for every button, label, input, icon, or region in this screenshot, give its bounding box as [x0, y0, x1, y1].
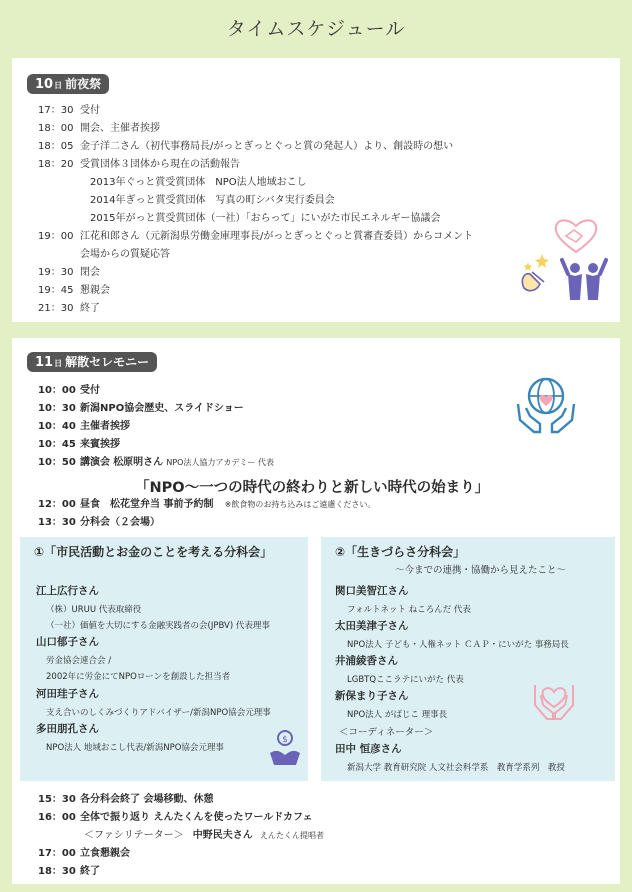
speaker-role: （株）URUU 代表取締役 [46, 605, 142, 615]
money-hands-icon [266, 729, 304, 769]
row-time: 10：50 [38, 457, 76, 468]
row-text: 閉会 [80, 267, 100, 278]
speaker-name: 関口美智江さん [335, 585, 409, 597]
row-time: 17：30 [38, 105, 74, 116]
lecture-speaker: 松原明さん [113, 457, 164, 468]
lunch-note: ※飲食物のお持ち込みはご遠慮ください。 [224, 500, 376, 509]
heart-hands-icon [529, 677, 579, 723]
row-time: 18：05 [38, 141, 74, 152]
day1-panel [12, 58, 620, 322]
row-time: 10：30 [38, 403, 76, 414]
row-text: 江花和郎さん（元新潟県労働金庫理事長/がっとぎっとぐっと賞審査委員）からコメント [80, 231, 474, 242]
breakout-box-money [20, 537, 308, 781]
speaker-role: （一社）価値を大切にする金融実践者の会(JPBV) 代表理事 [46, 621, 270, 631]
row-time: 19：30 [38, 267, 74, 278]
day2-badge [27, 352, 157, 372]
row-text: 新潟NPO協会歴史、スライドショー [80, 403, 244, 414]
speaker-role: フォルトネット ねころんだ 代表 [347, 605, 471, 615]
lunch-row [38, 498, 375, 512]
row-time: 18：20 [38, 159, 74, 170]
schedule-row [38, 420, 130, 434]
lunch-text: 昼食 松花堂弁当 事前予約制 [80, 499, 214, 510]
row-time: 15：30 [38, 794, 76, 805]
speaker-name: 太田美津子さん [335, 620, 409, 632]
schedule-row [38, 140, 453, 154]
schedule-row [38, 811, 312, 825]
facilitator-label: ＜ファシリテーター＞ [84, 830, 184, 841]
lecture-affiliation: NPO法人協力アカデミー 代表 [166, 458, 274, 467]
row-text: 主催者挨拶 [80, 421, 130, 432]
facilitator-name: 中野民夫さん [192, 830, 253, 841]
globe-hands-icon [512, 370, 580, 438]
schedule-subrow: 2014年ぎっと賞受賞団体 写真の町シバタ実行委員会 [90, 195, 335, 206]
schedule-row [38, 284, 110, 298]
speaker-name: 田中 恒彦さん [335, 743, 402, 755]
lecture-row [38, 456, 274, 470]
row-text: 来賓挨拶 [80, 439, 120, 450]
breakout-text: 分科会（２会場） [80, 517, 160, 528]
facilitator-role: えんたくん提唱者 [259, 831, 324, 840]
breakout-heading: ②「生きづらさ分科会」 [335, 545, 466, 559]
row-time: 10：00 [38, 385, 76, 396]
svg-text:$: $ [282, 735, 288, 745]
schedule-row [38, 847, 130, 861]
speaker-name: 河田珪子さん [36, 688, 99, 700]
facilitator-row [84, 829, 324, 843]
speaker-role: 2002年に労金にてNPOローンを創設した担当者 [46, 672, 231, 682]
speaker-name: 多田朋孔さん [36, 723, 99, 735]
day2-panel [12, 338, 620, 884]
day1-badge-day: 10 [35, 77, 54, 92]
day1-badge [27, 74, 109, 94]
page-title: タイムスケジュール [226, 18, 406, 40]
row-text: 金子洋二さん（初代事務局長/がっとぎっとぐっと賞の発起人）より、創設時の想い [80, 141, 454, 152]
schedule-row [38, 266, 100, 280]
day1-badge-suffix: 日 [54, 81, 63, 90]
clapping-hands-icon [516, 250, 558, 294]
schedule-row [38, 438, 120, 452]
schedule-row [38, 104, 100, 118]
schedule-row [38, 122, 160, 136]
row-time: 18：00 [38, 123, 74, 134]
schedule-row [38, 302, 100, 316]
day2-badge-day: 11 [35, 355, 54, 370]
row-time: 17：00 [38, 848, 76, 859]
speaker-role: LGBTQここラテにいがた 代表 [347, 675, 464, 685]
speaker-role: 労金協会連合会 / [46, 656, 112, 666]
schedule-row [38, 402, 244, 416]
breakout-subheading: ～今までの連携・協働から見えたこと～ [395, 565, 567, 576]
row-time: 18：30 [38, 866, 76, 877]
row-time: 12：00 [38, 499, 76, 510]
row-text: 受付 [80, 105, 100, 116]
day2-badge-suffix: 日 [54, 359, 63, 368]
schedule-row [38, 230, 473, 244]
row-time: 10：40 [38, 421, 76, 432]
row-time: 16：00 [38, 812, 76, 823]
handshake-heart-icon [552, 216, 600, 256]
breakout-box-hardship [321, 537, 615, 781]
lecture-title: 「NPO～一つの時代の終わりと新しい時代の始まり」 [135, 480, 490, 496]
speaker-role: 新潟大学 教育研究院 人文社会科学系 教育学系列 教授 [347, 763, 565, 773]
speaker-role: NPO法人 がばじこ 理事長 [347, 710, 448, 720]
people-cheering-icon [560, 256, 608, 302]
schedule-row [38, 865, 100, 879]
row-text: 受付 [80, 385, 100, 396]
schedule-subrow: 会場からの質疑応答 [80, 249, 170, 260]
row-time: 19：00 [38, 231, 74, 242]
row-text: 終了 [80, 866, 100, 877]
breakout-heading: ①「市民活動とお金のことを考える分科会」 [34, 545, 273, 559]
speaker-name: 井浦綾香さん [335, 655, 398, 667]
coordinator-label: ＜コーディネーター＞ [339, 727, 434, 738]
schedule-row [38, 158, 240, 172]
row-text: 全体で振り返り えんたくんを使ったワールドカフェ [80, 812, 313, 823]
schedule-subrow: 2013年ぐっと賞受賞団体 NPO法人地域おこし [90, 177, 307, 188]
speaker-name: 山口郁子さん [36, 636, 99, 648]
row-time: 13：30 [38, 517, 76, 528]
row-text: 立食懇親会 [80, 848, 130, 859]
row-time: 21：30 [38, 303, 74, 314]
speaker-name: 江上広行さん [36, 585, 99, 597]
row-text: 懇親会 [80, 285, 110, 296]
schedule-row [38, 793, 213, 807]
row-text: 受賞団体３団体から現在の活動報告 [80, 159, 240, 170]
schedule-subrow: 2015年がっと賞受賞団体（一社）「おらって」にいがた市民エネルギー協議会 [90, 213, 441, 224]
day2-badge-label: 解散セレモニー [65, 355, 150, 369]
row-time: 10：45 [38, 439, 76, 450]
speaker-role: NPO法人 子ども・人権ネット ＣＡＰ・にいがた 事務局長 [347, 640, 569, 650]
row-time: 19：45 [38, 285, 74, 296]
speaker-role: NPO法人 地域おこし代表/新潟NPO協会元理事 [46, 743, 224, 753]
breakout-row [38, 516, 160, 530]
day1-badge-label: 前夜祭 [65, 77, 102, 91]
row-text: 各分科会終了 会場移動、休憩 [80, 794, 214, 805]
speaker-role: 支え合いのしくみづくりアドバイザー/新潟NPO協会元理事 [46, 708, 271, 718]
row-text: 終了 [80, 303, 100, 314]
row-text: 開会、主催者挨拶 [80, 123, 160, 134]
schedule-row [38, 384, 100, 398]
speaker-name: 新保まり子さん [335, 690, 409, 702]
lecture-label: 講演会 [80, 457, 110, 468]
